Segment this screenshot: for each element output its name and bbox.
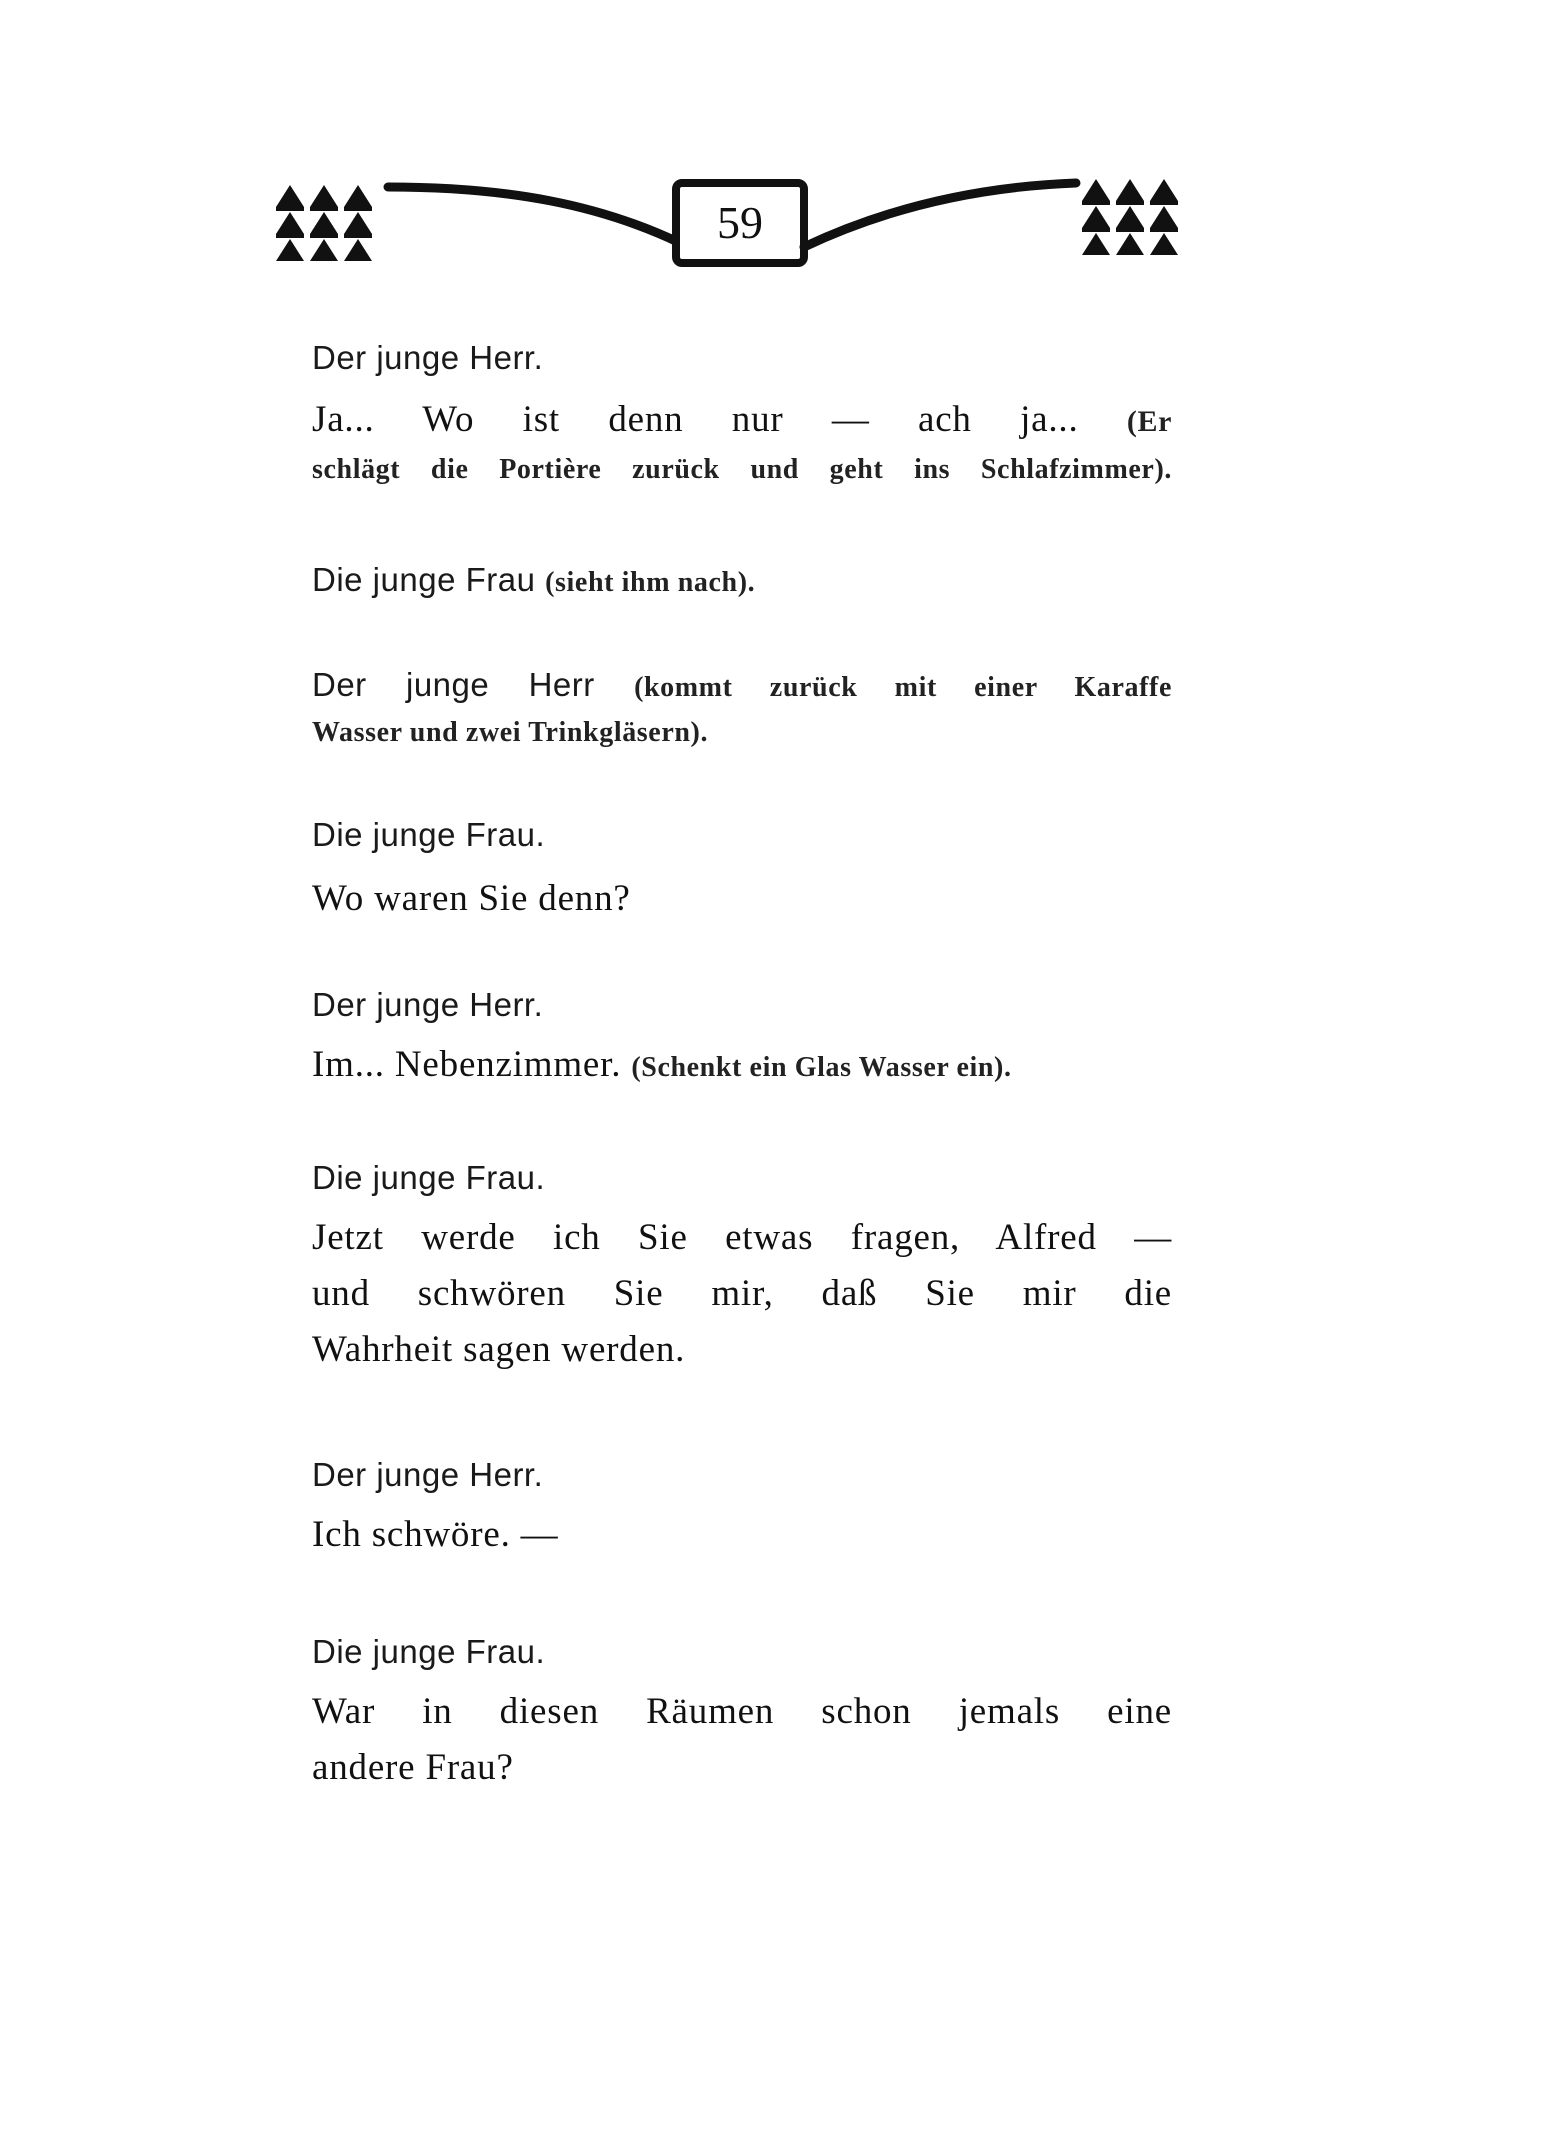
speech-text: Ich schwöre. — <box>312 1514 559 1555</box>
speaker-label: Der junge Herr. <box>312 986 544 1023</box>
speaker-label: Der junge Herr. <box>312 339 544 376</box>
stage-direction: schlägt die Portière zurück und geht ins Schlafzimmer). <box>312 454 1172 485</box>
speech-line: Jetzt werde ich Sie etwas fragen, Alfred — <box>312 1217 1172 1258</box>
dialogue-block-4 <box>312 815 1172 927</box>
stage-direction: Wasser und zwei Trinkgläsern). <box>312 717 709 748</box>
dialogue-block-5 <box>312 985 1172 1096</box>
speaker-label: Die junge Frau. <box>312 1159 546 1196</box>
dialogue-block-2 <box>312 560 1172 603</box>
speech-text: Im... Nebenzimmer. <box>312 1044 622 1085</box>
speech-line: War in diesen Räumen schon jemals eine <box>312 1691 1172 1732</box>
speaker-label: Die junge Frau. <box>312 816 546 853</box>
right-spade-cluster-icon <box>1082 179 1178 255</box>
stage-direction: (kommt zurück mit einer Karaffe <box>634 672 1172 703</box>
speech-line <box>312 1037 1172 1096</box>
dialogue-block-8 <box>312 1632 1172 1796</box>
speech-line: andere Frau? <box>312 1747 514 1788</box>
left-swoop-line <box>388 187 680 243</box>
dialogue-block-1 <box>312 338 1172 490</box>
stage-direction: (Schenkt ein Glas Wasser ein). <box>631 1052 1012 1083</box>
dialogue-block-7 <box>312 1455 1172 1563</box>
speaker-label: Der junge Herr. <box>312 1456 544 1493</box>
right-swoop-line <box>804 183 1076 247</box>
speech-line: Wahrheit sagen werden. <box>312 1329 686 1370</box>
left-spade-cluster-icon <box>276 185 372 261</box>
speaker-label: Die junge Frau. <box>312 1633 546 1670</box>
stage-direction: (Er <box>1126 405 1172 438</box>
speech-text: Ja... Wo ist denn nur — ach ja... <box>312 399 1079 440</box>
stage-direction: (sieht ihm nach). <box>545 567 756 598</box>
dialogue-block-3 <box>312 665 1172 758</box>
speech-text: Wo waren Sie denn? <box>312 878 631 919</box>
speaker-line <box>312 560 1172 603</box>
speaker-label: Der junge Herr <box>312 666 595 703</box>
speaker-label: Die junge Frau <box>312 561 536 598</box>
dialogue-block-6 <box>312 1158 1172 1378</box>
speech-line <box>312 392 1172 450</box>
speech-line: und schwören Sie mir, daß Sie mir die <box>312 1273 1172 1314</box>
page-number: 59 <box>717 197 763 248</box>
page-header-ornament <box>270 165 1230 295</box>
speaker-line <box>312 665 1172 708</box>
